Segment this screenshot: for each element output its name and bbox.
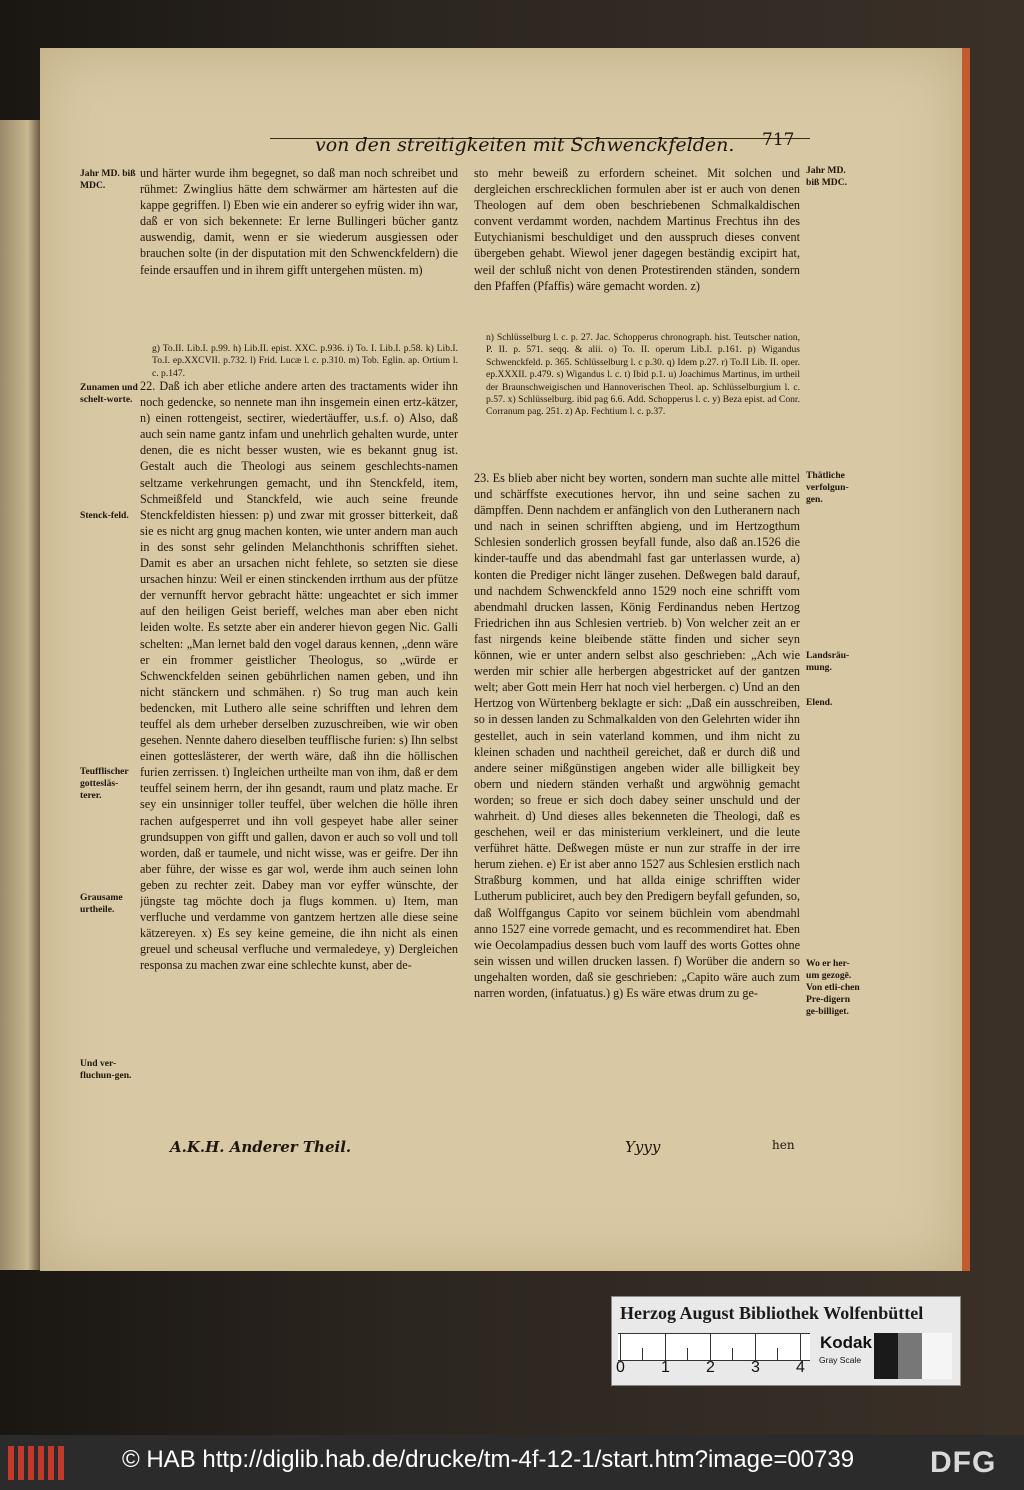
sheet-signature-mark: Yyyy — [625, 1138, 661, 1156]
right-body-2: 23. Es blieb aber nicht bey worten, sondern man suchte alle mittel und schärffste executiones hervor, ihn und seine sachen zu dämpffen. Denn nachdem er anfänglich von den Lutheranern nach und nach in seinen schrifften abgieng, und im Hertzogthum Schlesien sonderlich grossen beyfall funde, also daß an.1526 die kinder-tauffe und das abendmahl fast gar unterlassen wurde, a) konten die Prediger nicht länger zusehen. Deßwegen bald darauf, und nachdem Schwenckfeld anno 1529 noch eine schrifft vom abendmahl drucken lassen, König Ferdinandus neben Hertzog Friedrichen ihn aus Schlesien vertrieb. b) Von welcher zeit an er fast nirgends keine bleibende stätte finden und sicher seyn können, wie er unter andern selbst also geschrieben: „Ach wie werden mir schier alle herbergen abgestricket auf der gantzen welt; aber Gott mein Herr hat noch viel herbergen. c) Und an den Hertzog von Würtenberg beklagte er sich: „Daß ein ausschreiben, so in dessen landen zu Schmalkalden von den Gelehrten wider ihn gestellet, auch in sein vaterland kommen, und ihm nicht zu kleinen schaden und nachtheil gereichet, daß er durch diß und andere seiner mißgünstigen angeben wider alle billigkeit bey obern und niedern ständen verhaßt und argwöhnig gemacht worden; so freue er sich doch dabey seiner unschuld und der wahrheit. d) Und dieses alles bekenneten die Theologi, daß es geschehen, weil er das ministerium verkleinert, und die leute verführet hätte. Deßwegen müste er nun zur straffe in der irre herum ziehen. e) Er ist aber anno 1527 aus Schlesien erstlich nach Straßburg kommen, und hat allda einige schrifften wider Lutherum publiciret, auch bey den Predigern beyfall gefunden, so, daß Wolffgangus Capito vor seinem büchlein vom abendmahl anno 1527 eine vorrede gemacht, und es recommendiret hat. Eben wie Oecolampadius dessen buch vom lauff des worts Gottes ohne sein wissen und willen drucken lassen. f) Worüber die andern so ungehalten worden, daß sie geschrieben: „Capito wäre auch zum narren worden, (infatuatus.) g) Es wäre etwas drum zu ge- — [474, 471, 800, 1000]
signature-line: A.K.H. Anderer Theil. — [170, 1138, 352, 1156]
color-stripe — [28, 1446, 34, 1480]
margin-note-right-5: Wo er her-um gezogē. Von etli-chen Pre-digern ge-billiget. — [806, 958, 860, 1017]
ruler-tick — [642, 1348, 643, 1360]
gray-patch-black — [874, 1333, 898, 1379]
card-title: Herzog August Bibliothek Wolfenbüttel — [620, 1303, 924, 1323]
right-text-block-1 — [474, 165, 800, 294]
ruler-tick — [710, 1334, 711, 1360]
margin-note-left-3: Stenck-feld. — [80, 510, 129, 521]
ruler-tick — [620, 1334, 621, 1360]
left-footnote: g) To.II. Lib.I. p.99. h) Lib.II. epist. XXC. p.936. i) To. I. Lib.I. p.58. k) Lib.I. To.I. ep.XXCVII. p.732. l) Frid. Lucæ l. c. p.310. m) Tob. Eglin. ap. Ortium l. c. p.147. — [152, 343, 458, 379]
ruler-number: 2 — [706, 1359, 715, 1376]
right-text-block-2 — [474, 470, 800, 1135]
margin-note-right-4: Elend. — [806, 697, 833, 708]
running-head: von den streitigkeiten mit Schwenckfelden. — [315, 134, 735, 156]
gray-patch-mid — [898, 1333, 922, 1379]
kodak-subtitle: Gray Scale — [819, 1355, 862, 1365]
ruler-tick — [800, 1334, 801, 1360]
left-text-block-2 — [140, 378, 458, 1133]
margin-note-right-3: Landsräu-mung. — [806, 650, 850, 673]
margin-note-right-2: Thätliche verfolgun-gen. — [806, 470, 849, 505]
right-footnotes-1 — [474, 328, 800, 425]
left-body-2: 22. Daß ich aber etliche andere arten des tractaments wider ihn noch gedencke, so nennete man ihn insgemein einen ertz-kätzer, n) einen rottengeist, sectirer, wiedertäuffer, u.s.f. o) Also, daß auch sein name gantz infam und unehrlich gehalten wurde, unter denen, die es nicht besser wusten, wie es bekannt gnug ist. Gestalt auch die Theologi aus seinem geschlechts-namen seltzame verkehrungen gemacht, und ihn Stenckfeld, item, Schmeißfeld und Stanckfeld, wie auch seine freunde Stenckfeldisten hiessen: p) und zwar mit grosser bitterkeit, daß sie es nicht arg gnug machen konten, wie unter andern man auch in des sonst sehr gelinden Melanchthonis schrifften siehet. Damit es aber an ursachen nicht fehlete, so setzten sie diese ursachen hinzu: Weil er einen stinckenden irrthum aus der pfütze der vernunfft hervor gebracht hätte: ungeachtet er sich immer auf den heiligen Geist berieff, welches man aber eben nicht leiden wolte. Es setzte aber ein anderer hievon gegen Nic. Galli schelten: „Man lernet bald den vogel daraus kennen, „denn wäre er ein frommer geistlicher Theologus, so „würde er Schwenckfelden seinen gebührlichen namen geben, und ihn nicht stänckern und schmähen. r) So trug man auch kein bedencken, mit Luthero alle seine schrifften und lehren dem teuffel als dem urheber derselben zuzuschreiben, wie wir oben gesehen. Nennte dahero dieselben teufflische furien: s) Ihn selbst einen gotteslästerer, der werth wäre, daß ihn die höllischen furien zerrissen. t) Ingleichen urtheilte man von ihm, daß er dem teuffel seinem herrn, der ihn gesandt, raum und platz mache. Er sey ein unsinniger toller teuffel, über welchen die hölle ihren rachen aufgesperret und ihn voll gespeyet habe aller seiner grundsuppen von gifft und gallen, davon er auch so voll und toll worden, daß er taumele, und nicht wisse, was er geifre. Der ihn aber führe, der wisse es gar wol, werde ihm auch seinen lohn geben zu rechter zeit. Dabey man vor eyffer wünschte, der jüngste tag möchte doch ja flugs kommen. u) Item, man verfluche und verdamme von gantzem hertzen alle diese seine kätzereyen. x) Es sey keine gemeine, die ihn nicht als einen greuel und scheusal verfluche und vermaledeye, y) Dergleichen responsa zu machen zwar eine schlechte kunst, aber de- — [140, 379, 458, 973]
gray-scale-card — [611, 1296, 961, 1386]
left-text-block-1 — [140, 165, 458, 335]
ruler-tick — [687, 1348, 688, 1360]
ruler-number: 4 — [796, 1359, 805, 1376]
ruler-number: 1 — [661, 1359, 670, 1376]
ruler — [618, 1333, 810, 1361]
catchword: hen — [772, 1138, 795, 1152]
kodak-logo: Kodak — [820, 1333, 872, 1352]
margin-note-left-6: Und ver-fluchun-gen. — [80, 1058, 132, 1081]
copyright-link[interactable]: © HAB http://diglib.hab.de/drucke/tm-4f-12-1/start.htm?image=00739 — [122, 1446, 855, 1473]
ruler-number: 0 — [616, 1359, 625, 1376]
right-body-1: sto mehr beweiß zu erfordern scheinet. Mit solchen und dergleichen erschrecklichen formulen aber ist er auch von denen Theologen auf dem oben beschriebenen Schmalkaldischen convent verdammt worden, nachdem Martinus Frechtus ihn des Eutychianismi beschuldiget und den ausspruch dieses convent übergeben gehabt. Wiewol jener dagegen beständig excipirt hat, weil der schluß nicht von denen Protestirenden ständen, sondern den Pfaffen (Pfaffis) wäre gemacht worden. z) — [474, 166, 800, 293]
dfg-logo: DFG — [930, 1446, 997, 1479]
margin-note-left-4: Teufflischer gottesläs-terer. — [80, 766, 129, 801]
color-stripe — [38, 1446, 44, 1480]
right-footnote: n) Schlüsselburg l. c. p. 27. Jac. Schopperus chronograph. hist. Teutscher nation, P. II. p. 571. seqq. & alii. o) To. II. operum Lib.I. p.161. p) Wigandus Schwenckfeld. p. 365. Schlüsselburg l. c p.30. q) Idem p.27. r) To.II Lib. II. oper. ep.XXXII. p.479. s) Wigandus l. c. t) Ibid p.1. u) Joachimus Martinus, im urtheil der Braunschweigischen und Hannoverischen Theol. ap. Schlüsselburgium l. c. p.57. x) Schlüsselburg. ibid pag 6.6. Add. Schopperus l. c. y) Beza epist. ad Conr. Corranum pag. 251. z) Ap. Fechtium l. c. p.37. — [486, 332, 800, 418]
margin-note-left-2: Zunamen und schelt-worte. — [80, 382, 138, 405]
ruler-tick — [732, 1348, 733, 1360]
ruler-tick — [665, 1334, 666, 1360]
margin-note-left-5: Grausame urtheile. — [80, 892, 123, 915]
gray-patch-white — [922, 1333, 952, 1379]
margin-note-left-1: Jahr MD. biß MDC. — [80, 168, 136, 191]
left-body-1: und härter wurde ihm begegnet, so daß man noch schreibet und rühmet: Zwinglius hätte dem schwärmer am härtesten auf die kappe gegriffen. l) Eben wie ein anderer so eyfrig wider ihn war, daß er von sich bekennete: Er lerne Bullingeri bücher gantz auswendig, damit, wenn er sie wiederum ausgiessen oder brauchen solte (in der disputation mit den Schwenckfeldern) die feinde ersauffen und in ihrem gifft untergehen müsten. m) — [140, 166, 458, 277]
previous-page-edge — [0, 120, 40, 1270]
margin-note-right-1: Jahr MD. biß MDC. — [806, 165, 848, 188]
ruler-tick — [777, 1348, 778, 1360]
page-edge — [962, 48, 970, 1271]
color-stripe — [18, 1446, 24, 1480]
color-stripe — [58, 1446, 64, 1480]
ruler-number: 3 — [751, 1359, 760, 1376]
ruler-tick — [755, 1334, 756, 1360]
color-stripe — [48, 1446, 54, 1480]
page-number: 717 — [762, 130, 795, 150]
color-stripe — [8, 1446, 14, 1480]
